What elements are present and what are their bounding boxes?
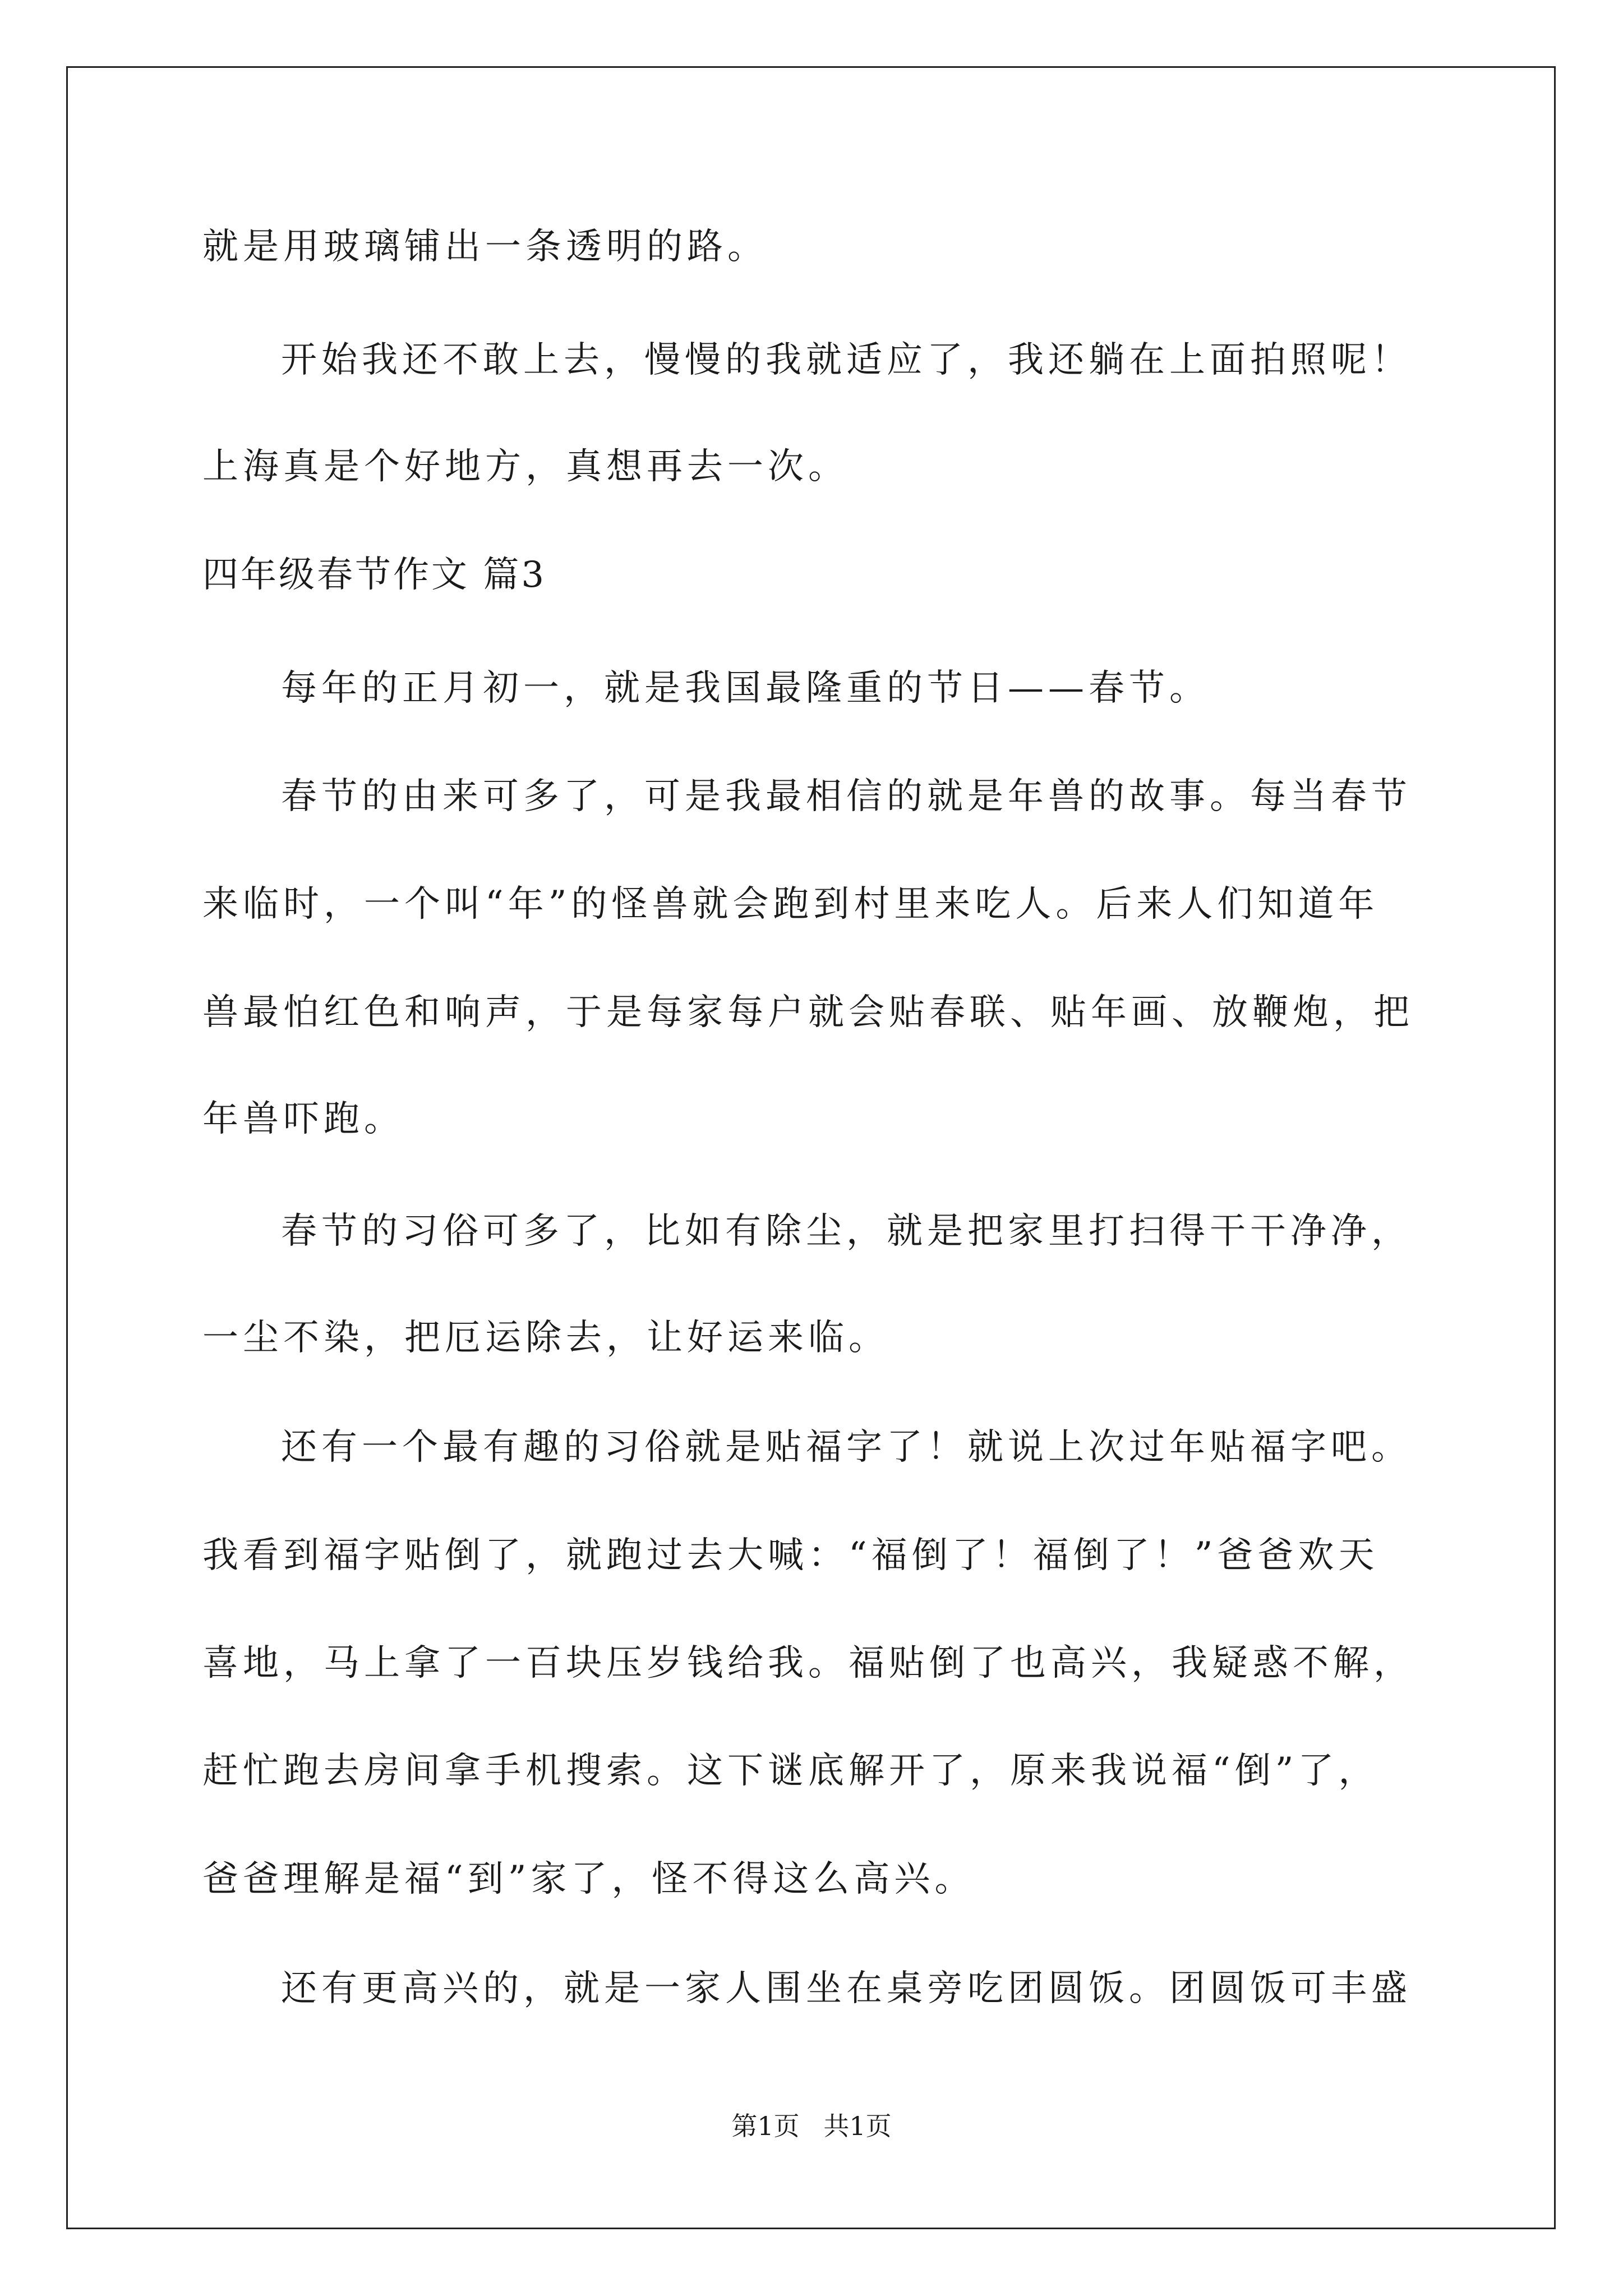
- text-line: 上海真是个好地方，真想再去一次。: [202, 446, 849, 487]
- text-line: 春节的由来可多了，可是我最相信的就是年兽的故事。每当春节: [281, 776, 1412, 817]
- text-line: 还有更高兴的，就是一家人围坐在桌旁吃团圆饭。团圆饭可丰盛: [281, 1968, 1412, 2009]
- page-footer: [0, 2109, 1623, 2143]
- text-line: 春节的习俗可多了，比如有除尘，就是把家里打扫得干干净净，: [281, 1211, 1412, 1252]
- text-line: 还有一个最有趣的习俗就是贴福字了！就说上次过年贴福字吧。: [281, 1427, 1412, 1468]
- text-line: 兽最怕红色和响声，于是每家每户就会贴春联、贴年画、放鞭炮，把: [202, 992, 1414, 1033]
- text-line: 赶忙跑去房间拿手机搜索。这下谜底解开了，原来我说福“倒”了，: [202, 1750, 1379, 1792]
- text-line: 来临时，一个叫“年”的怪兽就会跑到村里来吃人。后来人们知道年: [202, 884, 1379, 925]
- text-line: 一尘不染，把厄运除去，让好运来临。: [202, 1317, 889, 1359]
- text-line: 就是用玻璃铺出一条透明的路。: [202, 226, 768, 268]
- text-line: 开始我还不敢上去，慢慢的我就适应了，我还躺在上面拍照呢！: [281, 339, 1412, 381]
- text-line: 每年的正月初一，就是我国最隆重的节日——春节。: [281, 668, 1210, 709]
- text-line: 爸爸理解是福“到”家了，怪不得这么高兴。: [202, 1858, 975, 1900]
- text-line: 喜地，马上拿了一百块压岁钱给我。福贴倒了也高兴，我疑惑不解，: [202, 1642, 1414, 1684]
- current-page-number: 第1页: [731, 2111, 800, 2141]
- text-line: 年兽吓跑。: [202, 1098, 404, 1140]
- text-line: 我看到福字贴倒了，就跑过去大喊：“福倒了！福倒了！”爸爸欢天: [202, 1535, 1379, 1576]
- section-heading: 四年级春节作文 篇3: [202, 554, 547, 596]
- total-pages: 共1页: [823, 2111, 892, 2141]
